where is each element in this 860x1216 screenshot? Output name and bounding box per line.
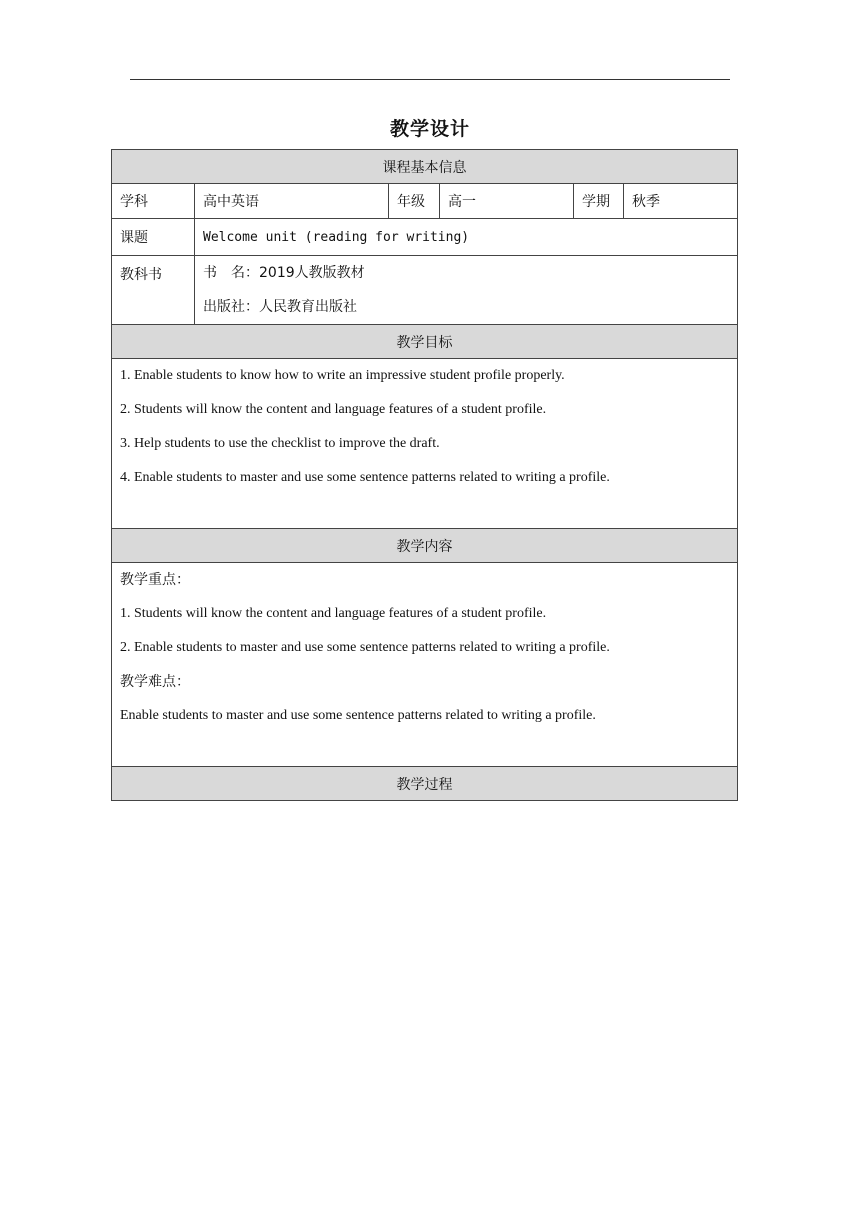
term-label: 学期 — [574, 184, 624, 219]
topic-label: 课题 — [112, 219, 195, 256]
textbook-row — [112, 256, 738, 325]
subject-grade-term-row — [112, 184, 738, 219]
lesson-plan-table — [111, 149, 738, 801]
difficulty-item: Enable students to master and use some sentence patterns related to writing a profile. — [120, 708, 596, 723]
document-title: 教学设计 — [389, 118, 470, 140]
subject-value: 高中英语 — [195, 184, 389, 219]
key-point-item: 2. Enable students to master and use some sentence patterns related to writing a profile. — [120, 640, 610, 655]
content-row — [112, 563, 738, 767]
subject-label: 学科 — [112, 184, 195, 219]
process-heading: 教学过程 — [112, 767, 738, 801]
difficulties-label: 教学难点： — [120, 674, 190, 690]
basic-info-heading-row — [112, 150, 738, 184]
objective-item: 2. Students will know the content and language features of a student profile. — [120, 402, 547, 417]
content-heading-row — [112, 529, 738, 563]
topic-value: Welcome unit (reading for writing) — [195, 219, 738, 256]
key-point-item: 1. Students will know the content and language features of a student profile. — [120, 606, 547, 621]
grade-value: 高一 — [440, 184, 574, 219]
objective-item: 1. Enable students to know how to write an impressive student profile properly. — [120, 368, 565, 383]
topic-row — [112, 219, 738, 256]
objectives-body — [112, 359, 738, 529]
key-points-label: 教学重点： — [120, 572, 190, 588]
header-rule — [130, 79, 730, 80]
publisher-line: 出版社：人民教育出版社 — [203, 299, 357, 315]
objectives-row — [112, 359, 738, 529]
grade-label: 年级 — [389, 184, 440, 219]
content-body — [112, 563, 738, 767]
objective-item: 4. Enable students to master and use some sentence patterns related to writing a profile. — [120, 470, 610, 485]
term-value: 秋季 — [624, 184, 738, 219]
objectives-heading-row — [112, 325, 738, 359]
objective-item: 3. Help students to use the checklist to improve the draft. — [120, 436, 440, 451]
textbook-label: 教科书 — [112, 256, 195, 325]
process-heading-row — [112, 767, 738, 801]
content-heading: 教学内容 — [112, 529, 738, 563]
objectives-heading: 教学目标 — [112, 325, 738, 359]
basic-info-heading: 课程基本信息 — [112, 150, 738, 184]
textbook-info — [195, 256, 738, 325]
book-name-line: 书 名：2019人教版教材 — [203, 265, 365, 281]
